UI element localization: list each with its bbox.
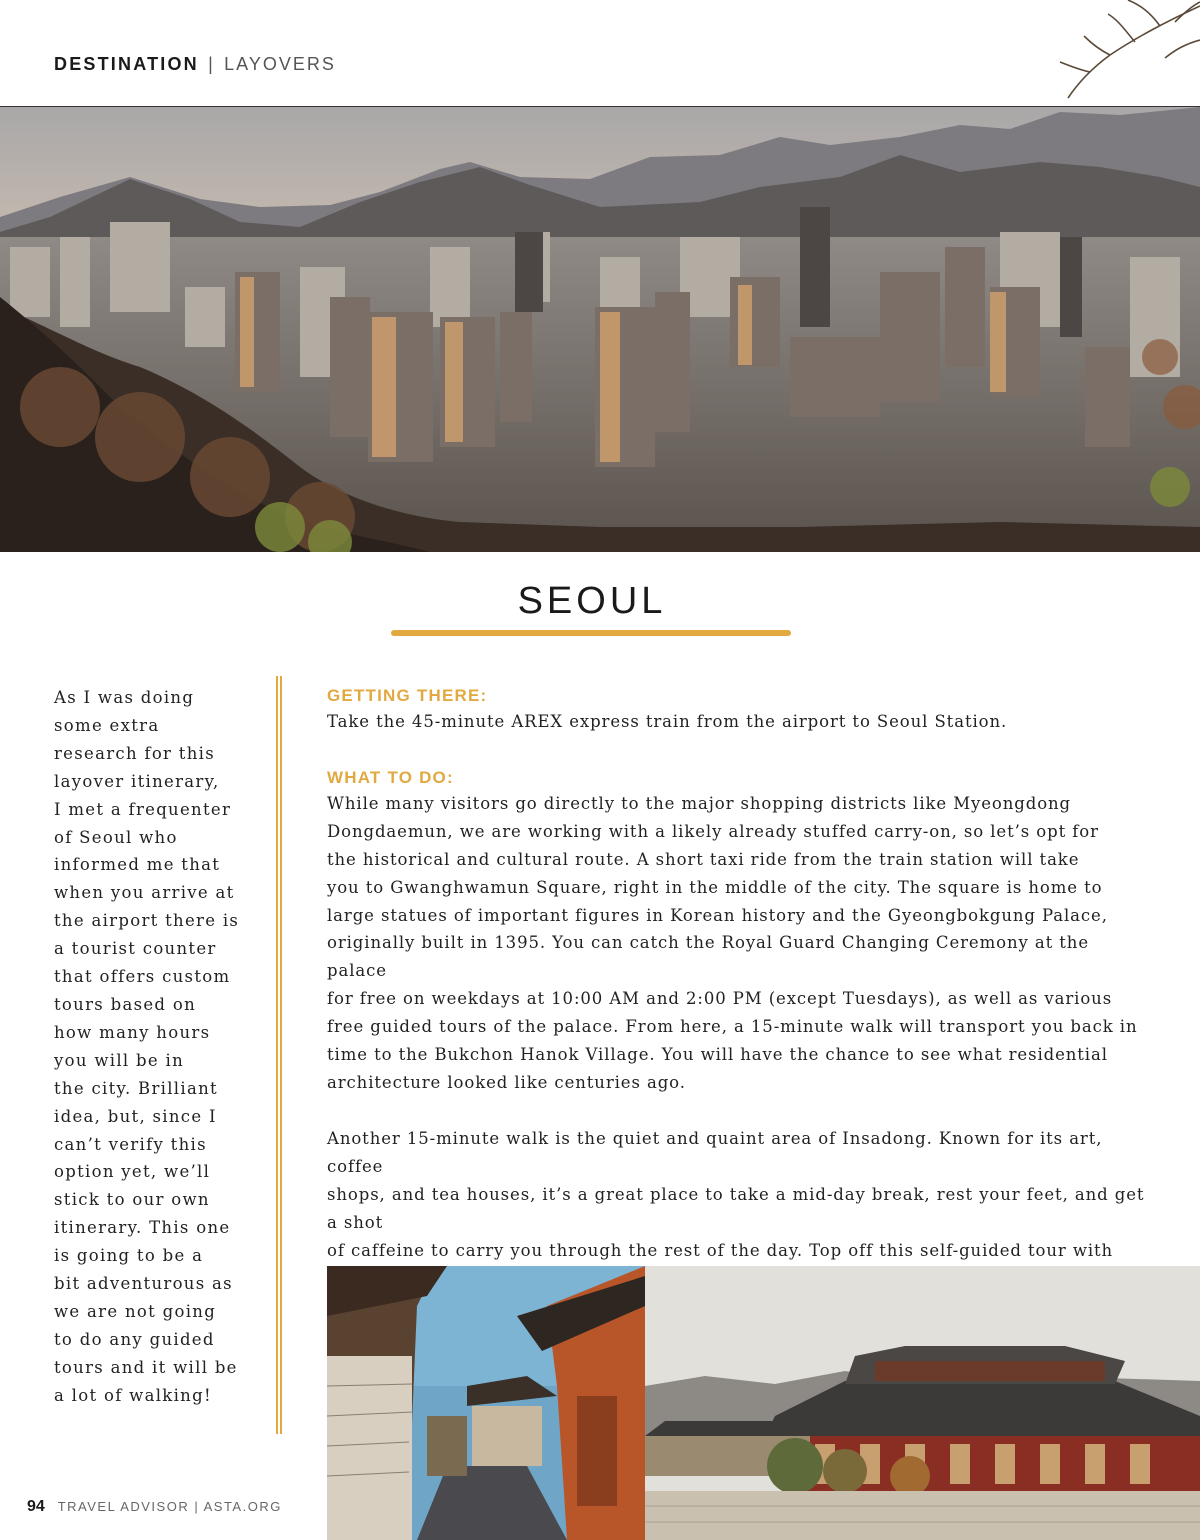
paragraph-line: time to the Bukchon Hanok Village. You will have the chance to see what residential [327,1045,1108,1065]
sidebar-line: a tourist counter [54,939,217,959]
sidebar-intro [54,684,244,1410]
paragraph-line: shops, and tea houses, it’s a great place to take a mid-day break, rest your feet, and get a shot [327,1184,1145,1232]
sidebar-line: layover itinerary, [54,771,220,791]
photo-gyeongbokgung-palace [645,1266,1200,1540]
page-number: 94 [27,1498,45,1515]
sidebar-line: tours and it will be [54,1357,238,1377]
sidebar-line: we are not going [54,1301,217,1321]
sidebar-line: stick to our own [54,1190,210,1210]
paragraph-line: of caffeine to carry you through the rest of the day. Top off this self-guided tour with [327,1240,1114,1260]
sidebar-line: how many hours [54,1022,211,1042]
sidebar-line: tours based on [54,994,196,1014]
paragraph-line: originally built in 1395. You can catch the Royal Guard Changing Ceremony at the palace [327,933,1089,981]
getting-there-heading: GETTING THERE: [327,686,488,705]
photo-hanok-village-alley [327,1266,645,1540]
column-divider [276,676,282,1434]
sidebar-line: that offers custom [54,967,231,987]
sidebar-line: idea, but, since I [54,1106,217,1126]
section-label: DESTINATION [54,54,199,74]
subsection-label: LAYOVERS [224,54,336,74]
sidebar-line: informed me that [54,855,221,875]
paragraph-line: Dongdaemun, we are working with a likely already stuffed carry-on, so let’s opt for [327,821,1099,841]
paragraph-line: free guided tours of the palace. From here, a 15-minute walk will transport you back in [327,1017,1138,1037]
paragraph-line: you to Gwanghwamun Square, right in the middle of the city. The square is home to [327,877,1103,897]
sidebar-line: some extra [54,715,160,735]
sidebar-line: can’t verify this [54,1134,207,1154]
sidebar-line: As I was doing [54,688,195,707]
header-separator: | [208,54,215,74]
page-title: SEOUL [517,580,667,622]
getting-there-text: Take the 45-minute AREX express train from the airport to Seoul Station. [327,712,1008,731]
sidebar-line: you will be in [54,1050,185,1070]
sidebar-line: of Seoul who [54,827,178,847]
sidebar-line: to do any guided [54,1329,215,1349]
paragraph-line: for free on weekdays at 10:00 AM and 2:00 PM (except Tuesdays), as well as various [327,989,1113,1009]
sidebar-line: the airport there is [54,911,240,931]
sidebar-line: research for this [54,743,215,763]
sidebar-line: bit adventurous as [54,1274,233,1294]
what-to-do-heading: WHAT TO DO: [327,767,454,787]
publication-name: TRAVEL ADVISOR | ASTA.ORG [57,1499,282,1514]
paragraph-line: Another 15-minute walk is the quiet and quaint area of Insadong. Known for its art, coffee [327,1128,1103,1176]
page-footer [27,1498,282,1516]
what-to-do-paragraph-1 [327,790,1147,1097]
sidebar-line: is going to be a [54,1246,204,1266]
sidebar-line: the city. Brilliant [54,1078,218,1098]
hero-image-seoul-skyline [0,107,1200,552]
paragraph-line: architecture looked like centuries ago. [327,1072,686,1092]
paragraph-line: the historical and cultural route. A short taxi ride from the train station will take [327,849,1080,869]
title-underline [391,630,791,636]
paragraph-line: large statues of important figures in Korean history and the Gyeongbokgung Palace, [327,905,1108,925]
sidebar-line: itinerary. This one [54,1218,231,1238]
tree-branch-decoration [1000,0,1200,110]
sidebar-line: a lot of walking! [54,1385,212,1405]
paragraph-line: While many visitors go directly to the major shopping districts like Myeongdong [327,793,1072,813]
section-header [54,54,336,75]
sidebar-line: when you arrive at [54,883,235,903]
sidebar-line: option yet, we’ll [54,1162,211,1182]
sidebar-line: I met a frequenter [54,799,232,819]
